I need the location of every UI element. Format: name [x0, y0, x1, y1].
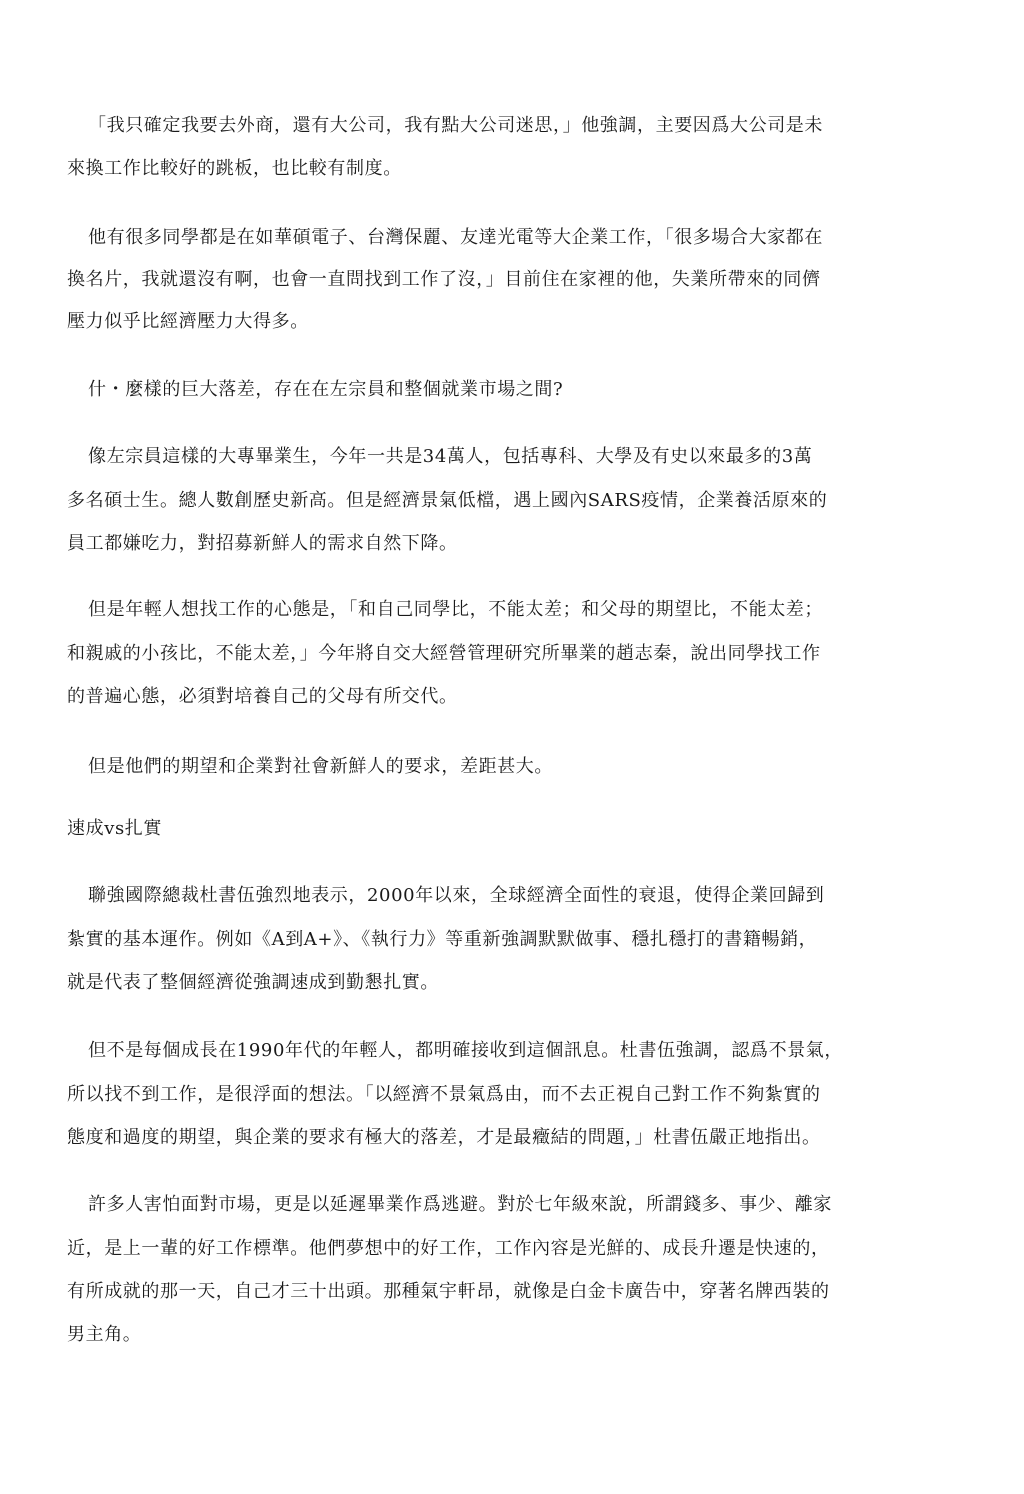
paragraph-9-line-3: 態度和過度的期望，與企業的要求有極大的落差，才是最癥結的問題，」杜書伍嚴正地指出。 — [67, 1127, 821, 1148]
paragraph-2-line-3: 壓力似乎比經濟壓力大得多。 — [67, 311, 309, 332]
paragraph-5-line-3: 的普遍心態，必須對培養自己的父母有所交代。 — [67, 686, 458, 707]
paragraph-9-line-1: 但不是每個成長在1990年代的年輕人，都明確接收到這個訊息。杜書伍強調，認爲不景氣， — [88, 1040, 844, 1061]
section-heading: 速成vs扎實 — [67, 818, 163, 839]
paragraph-2-line-2: 換名片，我就還沒有啊，也會一直問找到工作了沒，」目前住在家裡的他，失業所帶來的同儕 — [67, 269, 821, 290]
paragraph-8-line-3: 就是代表了整個經濟從強調速成到勤懇扎實。 — [67, 972, 439, 993]
paragraph-8-line-2: 紮實的基本運作。例如《A到A+》、《執行力》等重新強調默默做事、穩扎穩打的書籍暢銷， — [67, 929, 818, 950]
paragraph-2-line-1: 他有很多同學都是在如華碩電子、台灣保麗、友達光電等大企業工作，「很多場合大家都在 — [88, 227, 823, 248]
paragraph-4-line-3: 員工都嫌吃力，對招募新鮮人的需求自然下降。 — [67, 533, 458, 554]
paragraph-10-line-1: 許多人害怕面對市場，更是以延遲畢業作爲逃避。對於七年級來說，所謂錢多、事少、離家 — [88, 1194, 832, 1215]
paragraph-4-line-2: 多名碩士生。總人數創歷史新高。但是經濟景氣低檔，遇上國內SARS疫情，企業養活原來的 — [67, 490, 828, 511]
paragraph-1-line-2: 來換工作比較好的跳板，也比較有制度。 — [67, 158, 402, 179]
paragraph-1-line-1: 「我只確定我要去外商，還有大公司，我有點大公司迷思，」他強調，主要因爲大公司是未 — [88, 115, 823, 136]
paragraph-4-line-1: 像左宗員這樣的大專畢業生，今年一共是34萬人，包括專科、大學及有史以來最多的3萬 — [88, 446, 813, 467]
paragraph-10-line-4: 男主角。 — [67, 1324, 142, 1345]
paragraph-10-line-2: 近，是上一輩的好工作標準。他們夢想中的好工作，工作內容是光鮮的、成長升遷是快速的， — [67, 1238, 830, 1259]
paragraph-5-line-2: 和親戚的小孩比，不能太差，」今年將自交大經營管理研究所畢業的趙志秦，說出同學找工作 — [67, 643, 821, 664]
paragraph-5-line-1: 但是年輕人想找工作的心態是，「和自己同學比，不能太差；和父母的期望比，不能太差； — [88, 599, 823, 620]
paragraph-8-line-1: 聯強國際總裁杜書伍強烈地表示，2000年以來，全球經濟全面性的衰退，使得企業回歸到 — [88, 885, 825, 906]
paragraph-9-line-2: 所以找不到工作，是很浮面的想法。「以經濟不景氣爲由，而不去正視自己對工作不夠紮實的 — [67, 1084, 821, 1105]
paragraph-6-line-1: 但是他們的期望和企業對社會新鮮人的要求，差距甚大。 — [88, 756, 553, 777]
paragraph-10-line-3: 有所成就的那一天，自己才三十出頭。那種氣宇軒昂，就像是白金卡廣告中，穿著名牌西裝的 — [67, 1281, 830, 1302]
paragraph-3-line-1: 什・麼樣的巨大落差，存在在左宗員和整個就業市場之間? — [88, 379, 564, 400]
